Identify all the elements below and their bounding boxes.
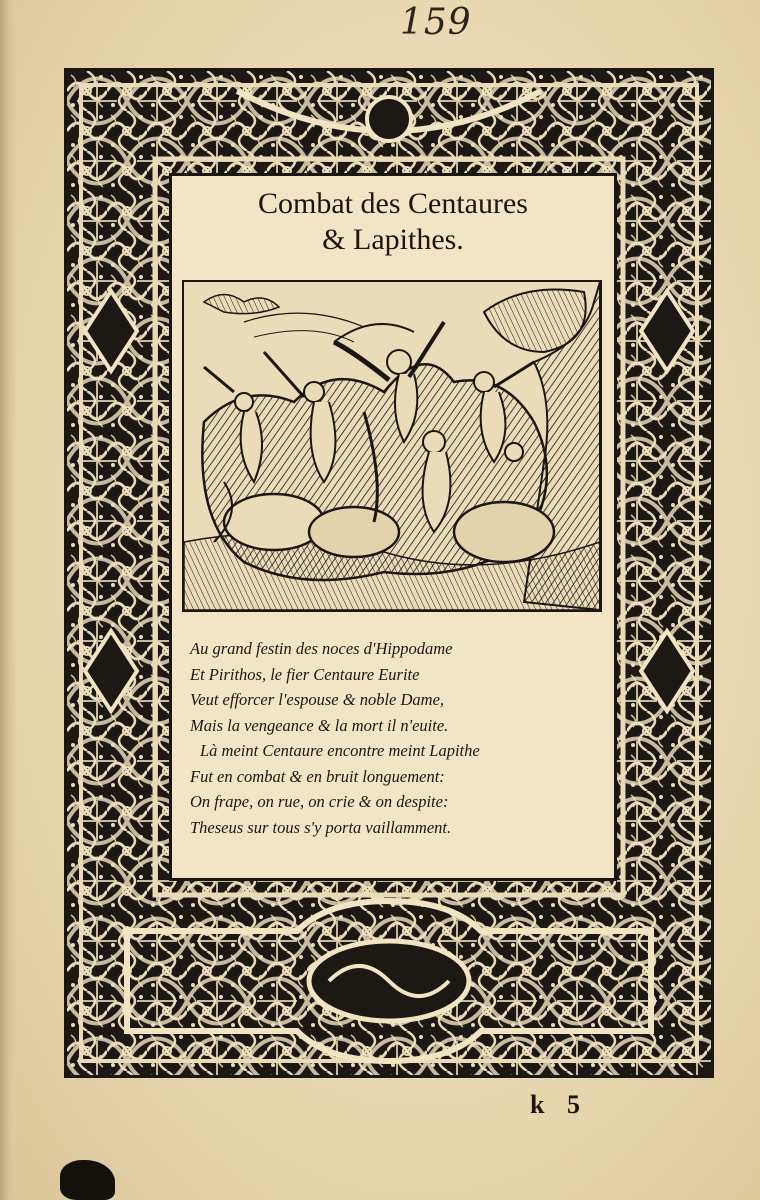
book-spine-edge bbox=[0, 0, 16, 1200]
emblem-title-line2: & Lapithes. bbox=[322, 223, 464, 256]
emblem-panel bbox=[169, 173, 617, 881]
verse-line: Là meint Centaure encontre meint Lapithe bbox=[200, 741, 480, 760]
signature-mark: k 5 bbox=[530, 1090, 588, 1119]
verse-line: On frape, on rue, on crie & on despite: bbox=[190, 792, 449, 811]
verse-line: Fut en combat & en bruit longuement: bbox=[190, 766, 445, 786]
verse-line: Au grand festin des noces d'Hippodame bbox=[190, 639, 453, 658]
ink-blot bbox=[60, 1160, 115, 1200]
verse-line: Veut efforcer l'espouse & noble Dame, bbox=[190, 690, 445, 709]
verse-line: Theseus sur tous s'y porta vaillamment. bbox=[190, 817, 452, 837]
emblem-title bbox=[172, 186, 614, 258]
battle-scene-image bbox=[184, 282, 600, 610]
verse-text bbox=[190, 636, 610, 840]
folio-number: 159 bbox=[400, 2, 472, 43]
verse-line: Mais la vengeance & la mort il n'euite. bbox=[190, 715, 449, 735]
woodcut-illustration bbox=[182, 280, 602, 612]
verse-line: Et Pirithos, le fier Centaure Eurite bbox=[190, 664, 420, 684]
emblem-title-line1: Combat des Centaures bbox=[258, 187, 528, 220]
ornamental-border bbox=[64, 68, 714, 1078]
